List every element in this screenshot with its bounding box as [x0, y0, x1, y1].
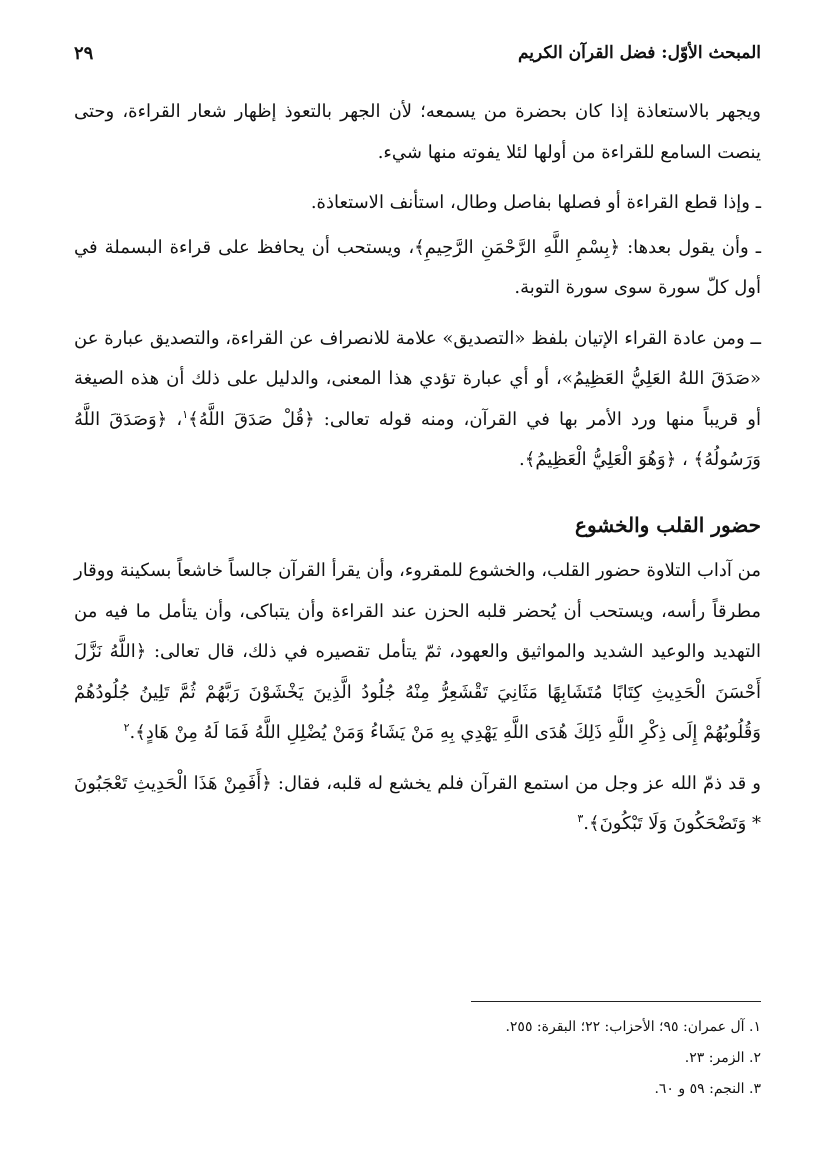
- footnote-3: ٣. النجم: ٥٩ و ٦٠.: [654, 1081, 761, 1097]
- paragraph-text: و قد ذمّ الله عز وجل من استمع القرآن فلم يخشع له قلبه، فقال:: [271, 772, 761, 794]
- period: .: [129, 722, 136, 743]
- paragraph-istiadha-jahr: [74, 92, 761, 173]
- paragraph-text: ـ وأن يقول بعدها:: [620, 236, 762, 258]
- paragraph-dhamm: [74, 764, 761, 845]
- paragraph-khushu: [74, 551, 761, 754]
- paragraph-text: من آداب التلاوة حضور القلب، والخشوع للمقروء، وأن يقرأ القرآن جالساً خاشعاً بسكينة ووقار مطرقاً رأسه، ويستحب أن يُحضر قلبه الحزن عند القراءة وأن يتباكى، وأن يتأمل ما فيه من التهديد والوعيد الشديد والمواثيق والعهود، ثمّ يتأمل تقصيره في ذلك، قال تعالى:: [74, 560, 761, 662]
- chapter-title: المبحث الأوّل: فضل القرآن الكريم: [517, 43, 761, 63]
- quran-verse: ﴿أَفَمِنْ هَذَا الْحَدِيثِ تَعْجَبُونَ * وَتَضْحَكُونَ وَلَا تَبْكُونَ﴾: [74, 772, 761, 834]
- quran-verse: ﴿وَهُوَ الْعَلِيُّ الْعَظِيمُ﴾: [524, 449, 677, 470]
- footnote-ref: ١: [182, 407, 189, 421]
- footnote-ref: ٣: [577, 812, 584, 825]
- page-header: [74, 38, 761, 68]
- paragraph-text: ــ ومن عادة القراء الإتيان بلفظ «التصديق» علامة للانصراف عن القراءة، والتصديق عبارة عن «صَدَقَ اللهُ العَلِيُّ العَظِيمُ»، أو أي عبارة تؤدي هذا المعنى، والدليل على ذلك أن هذه الصيغة أو قريباً منها ورد الأمر بها في القرآن، ومنه قوله تعالى:: [74, 327, 761, 430]
- separator: ،: [676, 449, 694, 470]
- footnote-1: ١. آل عمران: ٩٥؛ الأحزاب: ٢٢؛ البقرة: ٢٥٥.: [505, 1019, 761, 1035]
- separator: ،: [167, 408, 183, 430]
- quran-verse: ﴿اللَّهُ نَزَّلَ أَحْسَنَ الْحَدِيثِ كِتَابًا مُتَشَابِهًا مَثَانِيَ تَقْشَعِرُّ مِنْهُ جُلُودُ الَّذِينَ يَخْشَوْنَ رَبَّهُمْ ثُمَّ تَلِينُ جُلُودُهُمْ وَقُلُوبُهُمْ إِلَى ذِكْرِ اللَّهِ ذَلِكَ هُدَى اللَّهِ يَهْدِي بِهِ مَنْ يَشَاءُ وَمَنْ يُضْلِلِ اللَّهُ فَمَا لَهُ مِنْ هَادٍ﴾: [74, 641, 761, 743]
- body-text: [74, 92, 761, 855]
- footnote-2: ٢. الزمر: ٢٣.: [684, 1050, 761, 1066]
- quran-verse: ﴿بِسْمِ اللَّهِ الرَّحْمَنِ الرَّحِيمِ﴾: [414, 236, 621, 258]
- paragraph-text: ، ويستحب أن يحافظ على قراءة البسملة في أول كلّ سورة سوى سورة التوبة.: [74, 236, 761, 298]
- footnote-divider: [471, 1001, 761, 1002]
- paragraph-text: ويجهر بالاستعاذة إذا كان بحضرة من يسمعه؛ لأن الجهر بالتعوذ إظهار شعار القراءة، وحتى ينصت السامع للقراءة من أولها لئلا يفوته منها شيء.: [74, 101, 761, 163]
- paragraph-basmala: [74, 228, 761, 309]
- period: .: [519, 449, 525, 470]
- paragraph-text: ـ وإذا قطع القراءة أو فصلها بفاصل وطال، استأنف الاستعاذة.: [310, 192, 761, 213]
- page-number: ٢٩: [74, 42, 94, 64]
- period: .: [583, 813, 590, 834]
- footnotes: [74, 1012, 761, 1105]
- footnote-ref: ٢: [123, 721, 130, 734]
- section-heading: حضور القلب والخشوع: [575, 512, 761, 537]
- quran-verse: ﴿وَصَدَقَ اللَّهُ وَرَسُولُهُ﴾: [74, 408, 761, 470]
- quran-verse: ﴿قُلْ صَدَقَ اللَّهُ﴾: [188, 408, 315, 430]
- paragraph-tasdiq: [74, 319, 761, 481]
- paragraph-istiadha-resume: [74, 183, 761, 224]
